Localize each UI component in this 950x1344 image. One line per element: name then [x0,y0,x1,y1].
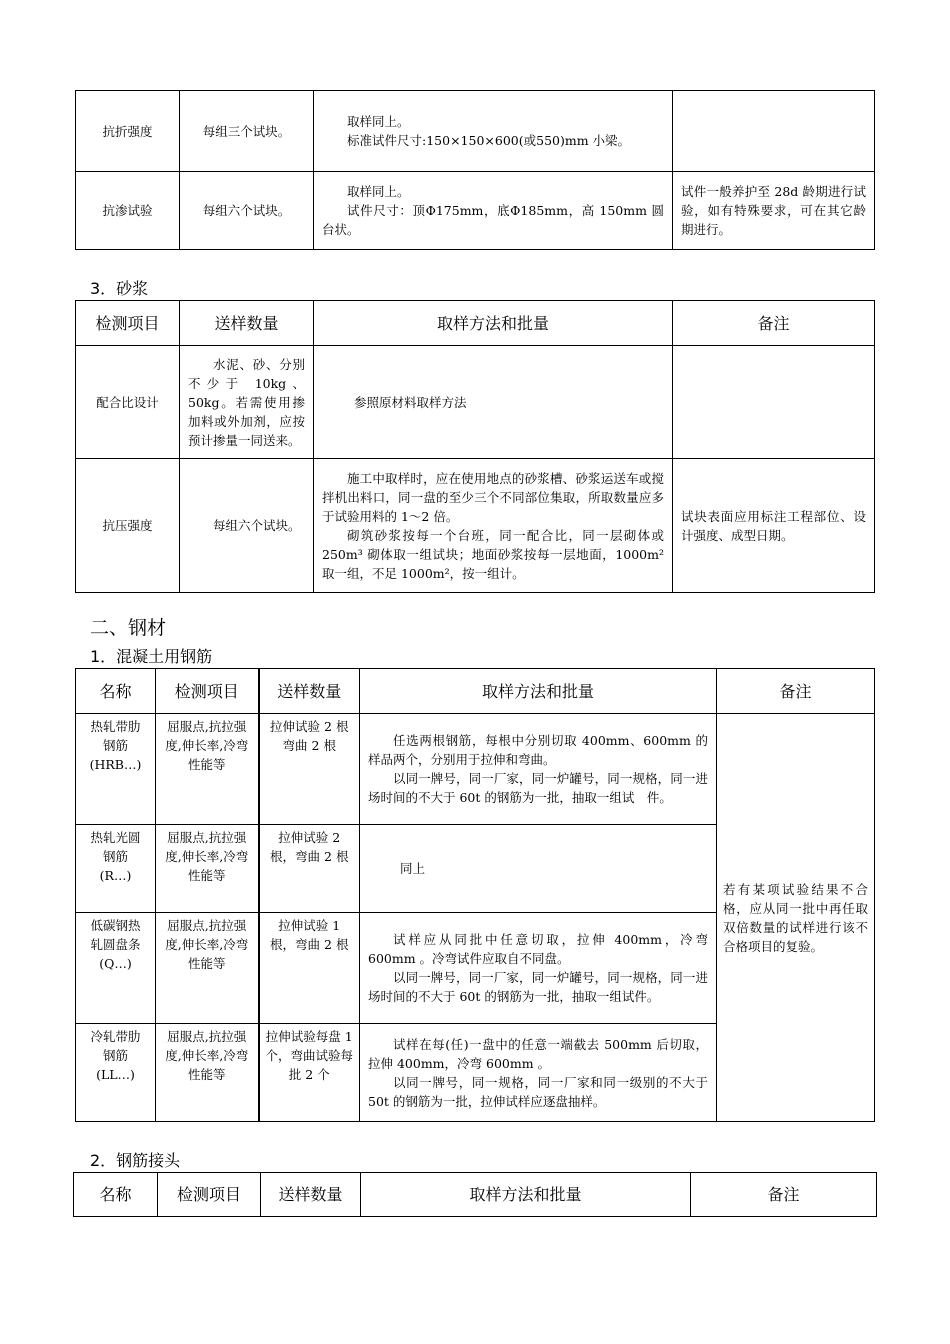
test-item: 抗折强度 [76,91,180,172]
column-header: 备注 [691,1173,877,1217]
sample-count: 拉伸试验 2 根弯曲 2 根 [259,714,360,825]
column-header: 名称 [74,1173,158,1217]
sampling-method: 试样在每(任)一盘中的任意一端截去 500mm 后切取，拉伸 400mm，冷弯 600mm 。 以同一牌号，同一规格，同一厂家和同一级别的不大于 50t 的钢筋为一批，拉伸试样应逐盘抽样。 [360,1024,717,1122]
sampling-method: 任选两根钢筋，每根中分别切取 400mm、600mm 的样品两个，分别用于拉伸和弯曲。 以同一牌号，同一厂家，同一炉罐号，同一规格，同一进场时间的不大于 60t 的钢筋为一批，抽取一组试 件。 [360,714,717,825]
sampling-method: 试样应从同批中任意切取，拉伸 400mm，冷弯 600mm 。冷弯试件应取自不同盘。 以同一牌号，同一厂家，同一炉罐号，同一规格，同一进场时间的不大于 60t 的钢筋为一批，抽取一组试件。 [360,913,717,1024]
column-header: 取样方法和批量 [314,301,673,346]
table-row [76,346,875,459]
test-item: 配合比设计 [76,346,180,459]
test-item: 屈服点,抗拉强度,伸长率,冷弯性能等 [156,913,259,1024]
rebar-joint-table [73,1172,877,1217]
table-header-row [76,301,875,346]
note-cell: 试件一般养护至 28d 龄期进行试验，如有特殊要求，可在其它龄期进行。 [673,172,875,250]
test-item: 抗压强度 [76,459,180,593]
table-row [76,172,875,250]
column-header: 检测项目 [156,669,259,714]
sample-count: 水泥、砂、分别不少于 10kg、50kg。若需使用掺加料或外加剂，应按预计掺量一同送来。 [180,346,314,459]
section-heading-mortar: 3．砂浆 [90,279,149,298]
note-cell [673,91,875,172]
column-header: 取样方法和批量 [360,669,717,714]
table-header-row [76,669,875,714]
column-header: 送样数量 [259,669,360,714]
sampling-method: 取样同上。 试件尺寸：顶Φ175mm，底Φ185mm，高 150mm 圆台状。 [314,172,673,250]
sampling-method: 取样同上。 标准试件尺寸:150×150×600(或550)mm 小梁。 [314,91,673,172]
test-item: 屈服点,抗拉强度,伸长率,冷弯性能等 [156,1024,259,1122]
column-header: 名称 [76,669,156,714]
note-cell [673,346,875,459]
test-item: 屈服点,抗拉强度,伸长率,冷弯性能等 [156,825,259,913]
column-header: 送样数量 [180,301,314,346]
table-header-row [74,1173,877,1217]
mortar-table [75,300,875,593]
rebar-table [75,668,875,1122]
sample-count: 拉伸试验每盘 1 个，弯曲试验每批 2 个 [259,1024,360,1122]
column-header: 检测项目 [158,1173,261,1217]
test-item: 抗渗试验 [76,172,180,250]
section-heading-steel: 二、钢材 [90,617,167,639]
column-header: 检测项目 [76,301,180,346]
sample-count: 每组六个试块。 [180,459,314,593]
column-header: 备注 [717,669,875,714]
sample-count: 每组六个试块。 [180,172,314,250]
table-row [76,91,875,172]
test-item: 屈服点,抗拉强度,伸长率,冷弯性能等 [156,714,259,825]
steel-name: 热轧光圆 钢筋 (R…) [76,825,156,913]
steel-name: 冷轧带肋 钢筋 (LL…) [76,1024,156,1122]
concrete-table-continued [75,90,875,250]
column-header: 送样数量 [261,1173,361,1217]
sampling-method: 参照原材料取样方法 [314,346,673,459]
subsection-heading-rebar: 1．混凝土用钢筋 [90,647,213,666]
sample-count: 拉伸试验 1 根，弯曲 2 根 [259,913,360,1024]
table-row [76,459,875,593]
table-row [76,714,875,825]
sampling-method: 施工中取样时，应在使用地点的砂浆槽、砂浆运送车或搅拌机出料口，同一盘的至少三个不同部位集取，所取数量应多于试验用料的 1～2 倍。 砌筑砂浆按每一个台班，同一配合比，同一层砌体或 250m³ 砌体取一组试块；地面砂浆按每一层地面，1000m²取一组，不足 1000m²，按一组计。 [314,459,673,593]
sample-count: 每组三个试块。 [180,91,314,172]
column-header: 备注 [673,301,875,346]
note-cell: 若有某项试验结果不合格，应从同一批中再任取双倍数量的试样进行该不合格项目的复验。 [717,714,875,1122]
sampling-method: 同上 [360,825,717,913]
column-header: 取样方法和批量 [361,1173,691,1217]
subsection-heading-rebar-joint: 2．钢筋接头 [90,1151,181,1170]
note-cell: 试块表面应用标注工程部位、设计强度、成型日期。 [673,459,875,593]
steel-name: 低碳钢热 轧圆盘条 (Q…) [76,913,156,1024]
steel-name: 热轧带肋 钢筋 (HRB…) [76,714,156,825]
sample-count: 拉伸试验 2 根，弯曲 2 根 [259,825,360,913]
